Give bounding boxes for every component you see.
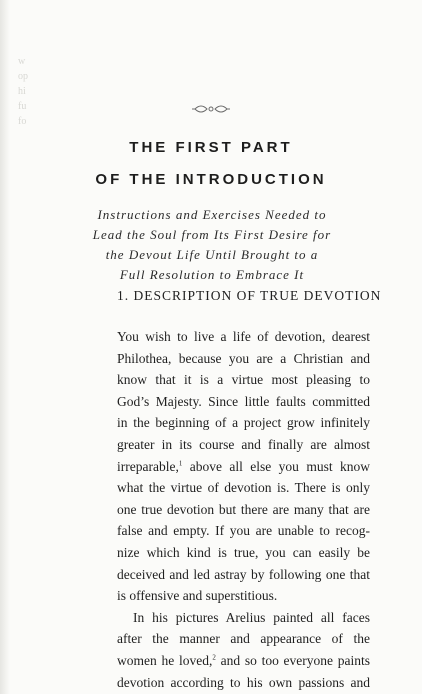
bleed-through-line: w xyxy=(18,56,26,67)
body-line: nize which kind is true, you can easily be xyxy=(117,544,370,560)
body-line: deceived and led astray by following one that xyxy=(117,566,370,582)
part-heading xyxy=(40,132,382,196)
subtitle-line: Lead the Soul from Its First Desire for xyxy=(92,227,332,242)
body-line: God’s Majesty. Since little faults committed xyxy=(117,393,370,409)
bleed-through-line: op xyxy=(18,71,28,82)
body-line: what the virtue of devotion is. There is only xyxy=(117,480,370,496)
body-line: after the manner and appearance of the xyxy=(117,631,370,647)
footnote-marker: 1 xyxy=(178,459,183,468)
part-heading-line: OF THE INTRODUCTION xyxy=(95,171,327,188)
body-text-fragment: and so too everyone paints xyxy=(220,652,371,668)
body-line: in the beginning of a project grow infinitely xyxy=(117,415,370,431)
body-line xyxy=(117,650,370,672)
bleed-through-line: hi xyxy=(18,86,26,97)
body-line: In his pictures Arelius painted all faces xyxy=(133,609,370,625)
part-subtitle xyxy=(62,205,362,285)
subtitle-line: the Devout Life Until Brought to a xyxy=(105,247,319,262)
body-text-fragment: irreparable, xyxy=(117,458,179,474)
body-text-fragment: women he loved, xyxy=(117,652,213,668)
body-line: Philothea, because you are a Christian and xyxy=(117,350,370,366)
floral-ornament-icon xyxy=(191,104,231,114)
footnote-marker: 2 xyxy=(212,653,216,662)
body-text xyxy=(117,326,370,693)
subtitle-line: Instructions and Exercises Needed to xyxy=(97,207,327,222)
body-line: You wish to live a life of devotion, dearest xyxy=(117,329,370,344)
section-heading: 1. DESCRIPTION OF TRUE DEVOTION xyxy=(117,288,382,303)
page-gutter-shadow xyxy=(0,0,10,694)
body-line xyxy=(117,456,370,478)
body-line: is offensive and superstitious. xyxy=(117,588,278,604)
body-line: know that it is a virtue most pleasing to xyxy=(117,372,370,388)
subtitle-line: Full Resolution to Embrace It xyxy=(119,267,305,282)
body-line: one true devotion but there are many that are xyxy=(117,501,370,517)
body-line: false and empty. If you are unable to recog- xyxy=(117,523,370,539)
bleed-through-line: fo xyxy=(18,116,27,127)
bleed-through-text xyxy=(18,54,38,129)
body-line: devotion according to his own passions and xyxy=(117,674,370,690)
part-heading-line: THE FIRST PART xyxy=(129,139,293,156)
body-line: greater in its course and finally are almost xyxy=(117,436,370,452)
body-text-fragment: above all else you must know xyxy=(189,458,370,474)
bleed-through-line: fu xyxy=(18,101,27,112)
